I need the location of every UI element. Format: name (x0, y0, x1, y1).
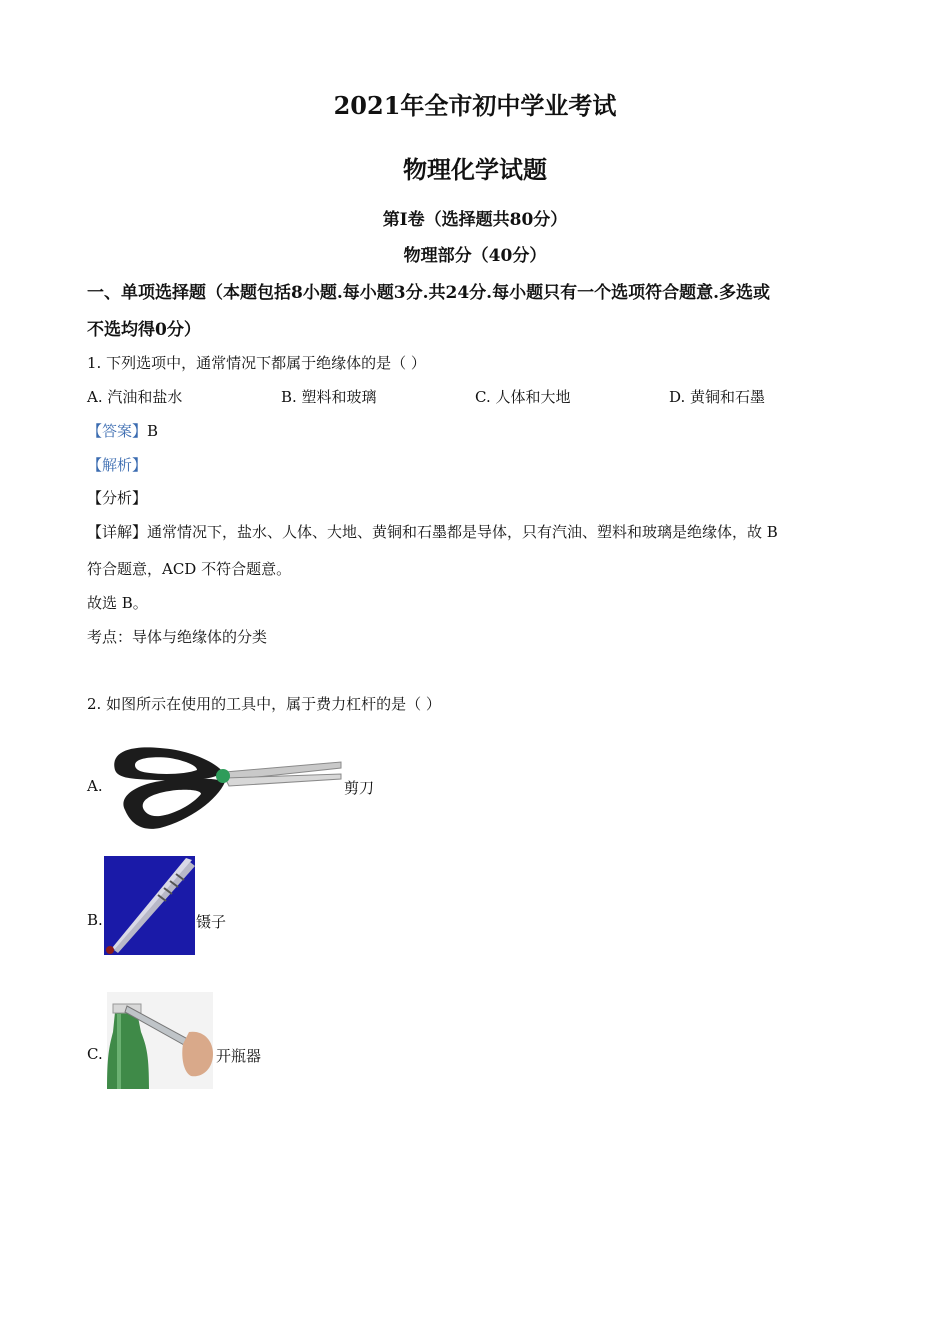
exam-subtitle: 物理化学试题 (403, 155, 547, 184)
q2-option-c-label: 开瓶器 (216, 1047, 262, 1065)
q2-option-a-label: 剪刀 (344, 779, 375, 797)
tweezers-image (104, 856, 195, 955)
conclusion: 故选 B。 (87, 594, 148, 612)
section-heading-line1: 一、单项选择题（本题包括8小题.每小题3分.共24分.每小题只有一个选项符合题意.多选或 (87, 283, 770, 303)
q1-option-c: C. 人体和大地 (475, 388, 571, 406)
q2-option-c-letter: C. (87, 1045, 103, 1063)
detail-line2: 符合题意，ACD 不符合题意。 (87, 560, 292, 578)
q2-stem: 2. 如图所示在使用的工具中，属于费力杠杆的是（ ） (87, 695, 441, 713)
answer-tag: 【答案】 (87, 422, 148, 440)
analysis-tag: 【解析】 (87, 456, 148, 474)
q1-option-a: A. 汽油和盐水 (87, 388, 183, 406)
detail-line1: 【详解】通常情况下，盐水、人体、大地、黄铜和石墨都是导体，只有汽油、塑料和玻璃是绝缘体，故 B (87, 523, 778, 541)
q1-option-b: B. 塑料和玻璃 (281, 388, 377, 406)
q2-option-a-letter: A. (87, 777, 103, 795)
q2-option-b-letter: B. (87, 911, 103, 929)
exam-title: 2021年全市初中学业考试 (333, 91, 617, 120)
q1-option-d: D. 黄铜和石墨 (669, 388, 766, 406)
kaodian: 考点：导体与绝缘体的分类 (87, 628, 268, 646)
volume-heading: 第Ⅰ卷（选择题共80分） (382, 210, 568, 230)
q2-option-b-label: 镊子 (196, 913, 227, 931)
scissors-image (105, 740, 343, 835)
part-heading: 物理部分（40分） (403, 246, 547, 266)
fenxi-tag: 【分析】 (87, 489, 148, 507)
q1-stem: 1. 下列选项中，通常情况下都属于绝缘体的是（ ） (87, 354, 426, 372)
bottle-opener-image (107, 992, 213, 1089)
answer-value: B (147, 422, 159, 440)
q1-answer (87, 420, 158, 441)
section-heading-line2: 不选均得0分） (87, 320, 201, 340)
